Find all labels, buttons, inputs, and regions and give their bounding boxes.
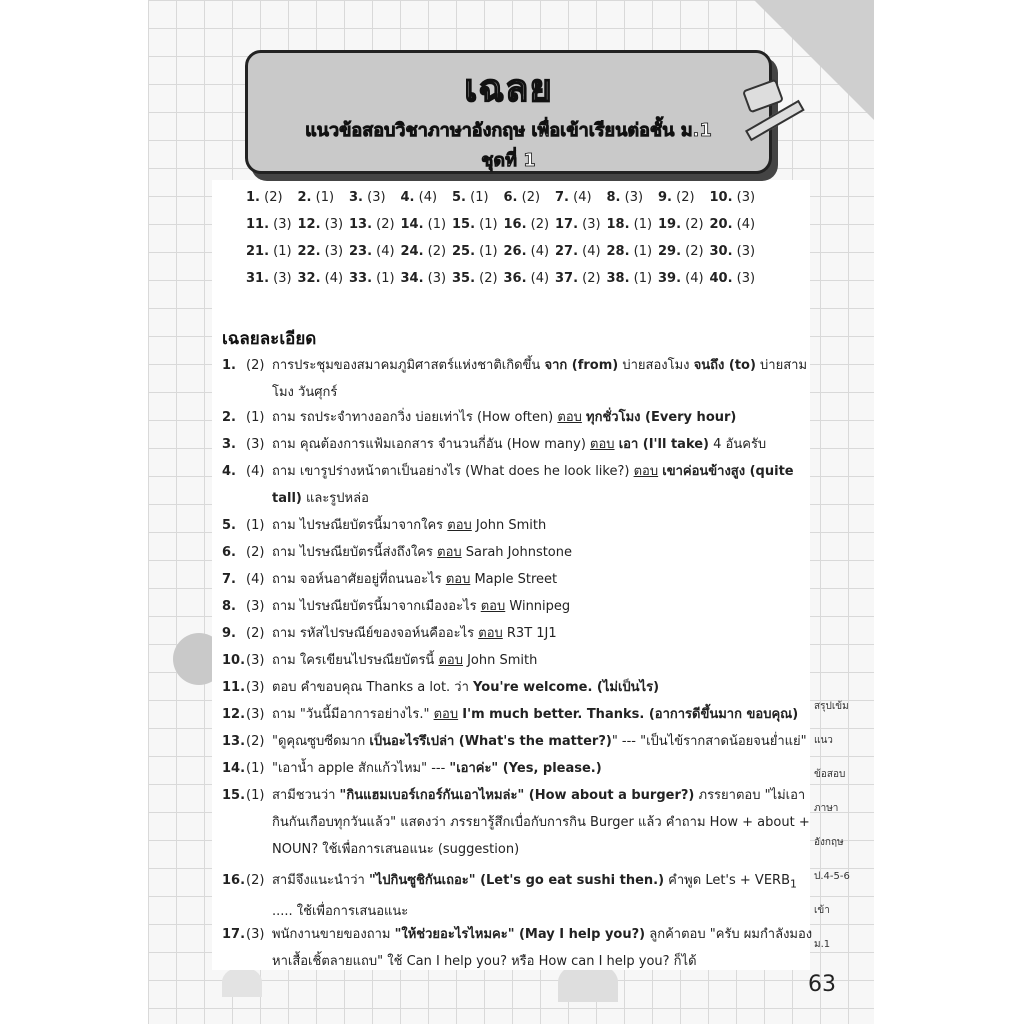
answer-cell xyxy=(607,244,653,259)
detail-text: ถาม เขารูปร่างหน้าตาเป็นอย่างไร (What does he look like?) ตอบ เขาค่อนข้างสูง (quite tall) และรูปหล่อ xyxy=(272,464,794,506)
answer-choice: (1) xyxy=(475,244,498,259)
detail-choice: (1) xyxy=(246,761,265,776)
answer-choice: (2) xyxy=(578,271,601,286)
detail-item xyxy=(222,404,820,431)
answer-cell xyxy=(658,190,695,205)
detail-text: ถาม ใครเขียนไปรษณียบัตรนี้ ตอบ John Smith xyxy=(272,653,538,668)
answer-number: 27. xyxy=(555,244,579,259)
answer-choice: (4) xyxy=(681,271,704,286)
detail-text: พนักงานขายของถาม "ให้ช่วยอะไรไหมคะ" (May I help you?) ลูกค้าตอบ "ครับ ผมกำลังมอง หาเสื้อเชิ้ตลายแถบ" ใช้ Can I help you? หรือ How can I help you? ก็ได้ xyxy=(272,927,813,969)
answer-number: 15. xyxy=(452,217,476,232)
answer-cell xyxy=(452,217,498,232)
detail-text: สามีชวนว่า "กินแฮมเบอร์เกอร์กันเอาไหมล่ะ" (How about a burger?) ภรรยาตอบ "ไม่เอา กินกันเกือบทุกวันแล้ว" แสดงว่า ภรรยารู้สึกเบื่อกับการกิน Burger แล้ว คำถาม How + about + NOUN? ใช้เพื่อการเสนอแนะ (suggestion) xyxy=(272,788,810,857)
detail-choice: (4) xyxy=(246,464,265,479)
answer-cell xyxy=(298,271,344,286)
answer-cell xyxy=(504,244,550,259)
answer-choice: (3) xyxy=(269,217,292,232)
answer-number: 39. xyxy=(658,271,682,286)
detail-choice: (2) xyxy=(246,358,265,373)
detail-number: 14. xyxy=(222,761,246,776)
answer-number: 21. xyxy=(246,244,270,259)
detail-number: 12. xyxy=(222,707,246,722)
answer-number: 9. xyxy=(658,190,672,205)
answer-cell xyxy=(555,244,601,259)
detail-choice: (2) xyxy=(246,626,265,641)
answer-number: 6. xyxy=(503,190,518,205)
answer-number: 12. xyxy=(297,217,321,232)
answer-cell xyxy=(298,217,344,232)
answer-choice: (3) xyxy=(732,244,756,259)
answer-cell xyxy=(246,217,292,232)
answer-cell xyxy=(401,271,447,286)
answer-number: 7. xyxy=(555,190,569,205)
answer-cell xyxy=(504,190,541,205)
detail-text: ถาม รหัสไปรษณีย์ของจอห์นคืออะไร ตอบ R3T 1J1 xyxy=(272,626,557,641)
side-tab xyxy=(814,690,870,962)
answer-cell xyxy=(349,217,395,232)
answer-number: 28. xyxy=(606,244,630,259)
answer-number: 40. xyxy=(709,271,733,286)
answer-choice: (2) xyxy=(526,217,550,232)
side-tab-label: อังกฤษ xyxy=(814,837,844,848)
answer-choice: (1) xyxy=(465,190,489,205)
answer-choice: (3) xyxy=(320,217,344,232)
answer-number: 1. xyxy=(246,190,260,205)
answer-cell xyxy=(710,217,756,232)
detail-text: ตอบ คำขอบคุณ Thanks a lot. ว่า You're welcome. (ไม่เป็นไร) xyxy=(272,680,660,695)
detail-number: 13. xyxy=(222,734,246,749)
answer-choice: (3) xyxy=(269,271,292,286)
detail-text: ถาม รถประจำทางออกวิ่ง บ่อยเท่าไร (How often) ตอบ ทุกชั่วโมง (Every hour) xyxy=(272,410,737,425)
detail-item xyxy=(222,674,820,701)
answer-choice: (2) xyxy=(372,217,395,232)
answer-number: 16. xyxy=(503,217,527,232)
answer-number: 23. xyxy=(349,244,373,259)
answer-choice: (3) xyxy=(732,271,756,286)
answer-number: 29. xyxy=(658,244,682,259)
title-banner xyxy=(245,50,772,174)
detail-choice: (1) xyxy=(246,410,265,425)
detail-number: 4. xyxy=(222,464,236,479)
side-tab-label: ม.1 xyxy=(814,939,831,950)
detail-text: สามีจึงแนะนำว่า "ไปกินซูชิกันเถอะ" (Let's go eat sushi then.) คำพูด $Let's + VERB_1$ ..... ใช้เพื่อการเสนอแนะ xyxy=(272,873,797,919)
answer-number: 19. xyxy=(658,217,682,232)
detail-number: 6. xyxy=(222,545,236,560)
detail-choice: (2) xyxy=(246,873,265,888)
answer-number: 18. xyxy=(606,217,630,232)
answer-choice: (1) xyxy=(269,244,292,259)
detail-item xyxy=(222,512,820,539)
answer-cell xyxy=(710,190,756,205)
answer-choice: (1) xyxy=(629,271,653,286)
answer-cell xyxy=(555,217,601,232)
answer-number: 35. xyxy=(452,271,476,286)
side-tab-label: ภาษา xyxy=(814,803,839,814)
answer-cell xyxy=(452,244,498,259)
page-number: 63 xyxy=(808,972,836,997)
detail-number: 5. xyxy=(222,518,236,533)
answer-choice: (1) xyxy=(475,217,498,232)
detail-text: ถาม ไปรษณียบัตรนี้ส่งถึงใคร ตอบ Sarah Johnstone xyxy=(272,545,573,560)
banner-title: เฉลย xyxy=(464,66,553,110)
detail-item xyxy=(222,539,820,566)
answer-number: 2. xyxy=(297,190,312,205)
detail-text: ถาม จอห์นอาศัยอยู่ที่ถนนอะไร ตอบ Maple Street xyxy=(272,572,558,587)
answer-number: 5. xyxy=(452,190,466,205)
answer-choice: (4) xyxy=(732,217,756,232)
detail-number: 11. xyxy=(222,680,246,695)
answer-cell xyxy=(658,217,704,232)
detail-text: "ดูคุณซูบซีดมาก เป็นอะไรรึเปล่า (What's the matter?)" --- "เป็นไข้รากสาดน้อยจนย่ำแย่" xyxy=(272,734,807,749)
banner-subtitle: แนวข้อสอบวิชาภาษาอังกฤษ เพื่อเข้าเรียนต่อชั้น ม.1 xyxy=(305,120,712,141)
answer-cell xyxy=(710,244,756,259)
detail-item xyxy=(222,352,820,404)
detail-item xyxy=(222,458,820,510)
answer-choice: (1) xyxy=(629,217,653,232)
answer-number: 25. xyxy=(452,244,476,259)
answer-choice: (4) xyxy=(568,190,592,205)
answer-choice: (4) xyxy=(372,244,395,259)
detail-choice: (3) xyxy=(246,599,265,614)
detail-number: 17. xyxy=(222,927,246,942)
answer-choice: (3) xyxy=(620,190,644,205)
side-tab-label: เข้า xyxy=(814,905,830,916)
answer-cell xyxy=(401,190,438,205)
answer-choice: (3) xyxy=(578,217,601,232)
answer-choice: (4) xyxy=(526,271,550,286)
answer-number: 20. xyxy=(709,217,733,232)
answer-cell xyxy=(504,217,550,232)
detail-text: ถาม คุณต้องการแฟ้มเอกสาร จำนวนกี่อัน (How many) ตอบ เอา (I'll take) 4 อันครับ xyxy=(272,437,767,452)
detail-item xyxy=(222,620,820,647)
answer-number: 34. xyxy=(400,271,424,286)
detail-item xyxy=(222,921,820,973)
detail-number: 9. xyxy=(222,626,236,641)
answer-cell xyxy=(607,190,644,205)
side-tab-label: ข้อสอบ xyxy=(814,769,846,780)
answer-choice: (2) xyxy=(517,190,541,205)
answer-choice: (4) xyxy=(320,271,344,286)
detail-choice: (3) xyxy=(246,653,265,668)
answer-cell xyxy=(298,244,344,259)
detail-choice: (4) xyxy=(246,572,265,587)
answer-number: 14. xyxy=(400,217,424,232)
detail-choice: (3) xyxy=(246,437,265,452)
detail-number: 1. xyxy=(222,358,236,373)
answer-number: 30. xyxy=(709,244,733,259)
answer-number: 8. xyxy=(606,190,621,205)
detail-choice: (1) xyxy=(246,788,265,803)
answer-choice: (2) xyxy=(423,244,447,259)
answer-number: 22. xyxy=(297,244,321,259)
answer-cell xyxy=(710,271,756,286)
answer-number: 17. xyxy=(555,217,579,232)
detail-item xyxy=(222,867,820,919)
detail-text: ถาม ไปรษณียบัตรนี้มาจากเมืองอะไร ตอบ Winnipeg xyxy=(272,599,571,614)
answer-cell xyxy=(349,190,386,205)
answer-choice: (3) xyxy=(423,271,447,286)
answer-number: 26. xyxy=(503,244,527,259)
detail-choice: (3) xyxy=(246,680,265,695)
answer-cell xyxy=(555,190,592,205)
answer-choice: (3) xyxy=(732,190,756,205)
detail-text: ถาม ไปรษณียบัตรนี้มาจากใคร ตอบ John Smith xyxy=(272,518,547,533)
detail-choice: (2) xyxy=(246,734,265,749)
detail-number: 15. xyxy=(222,788,246,803)
detail-choice: (1) xyxy=(246,518,265,533)
answer-number: 32. xyxy=(297,271,321,286)
detail-item xyxy=(222,782,820,862)
detail-choice: (2) xyxy=(246,545,265,560)
answer-choice: (1) xyxy=(311,190,335,205)
detail-item xyxy=(222,701,820,728)
detail-number: 8. xyxy=(222,599,236,614)
answer-number: 3. xyxy=(349,190,363,205)
answer-cell xyxy=(607,271,653,286)
answer-cell xyxy=(452,190,489,205)
answer-cell xyxy=(658,271,704,286)
answer-number: 10. xyxy=(709,190,733,205)
detail-item xyxy=(222,566,820,593)
detail-choice: (3) xyxy=(246,707,265,722)
answer-cell xyxy=(349,271,395,286)
side-tab-label: สรุปเข้ม xyxy=(814,701,849,712)
detail-heading: เฉลยละเอียด xyxy=(222,329,317,349)
answer-number: 37. xyxy=(555,271,579,286)
answer-choice: (2) xyxy=(671,190,695,205)
answer-choice: (2) xyxy=(475,271,498,286)
detail-number: 7. xyxy=(222,572,236,587)
detail-text: ถาม "วันนี้มีอาการอย่างไร." ตอบ I'm much better. Thanks. (อาการดีขึ้นมาก ขอบคุณ) xyxy=(272,707,799,722)
answer-choice: (1) xyxy=(372,271,395,286)
answer-choice: (3) xyxy=(320,244,344,259)
answer-number: 11. xyxy=(246,217,270,232)
answer-cell xyxy=(246,244,292,259)
banner-set-label: ชุดที่ 1 xyxy=(481,150,536,171)
answer-cell xyxy=(401,244,447,259)
answer-choice: (2) xyxy=(259,190,283,205)
detail-item xyxy=(222,431,820,458)
detail-number: 3. xyxy=(222,437,236,452)
answer-number: 38. xyxy=(606,271,630,286)
answer-cell xyxy=(452,271,498,286)
side-tab-label: ป.4-5-6 xyxy=(814,871,850,882)
answer-number: 13. xyxy=(349,217,373,232)
detail-number: 2. xyxy=(222,410,236,425)
answer-choice: (1) xyxy=(423,217,447,232)
answer-cell xyxy=(504,271,550,286)
answer-choice: (4) xyxy=(578,244,601,259)
answer-choice: (2) xyxy=(681,217,704,232)
answer-number: 31. xyxy=(246,271,270,286)
answer-cell xyxy=(658,244,704,259)
detail-number: 16. xyxy=(222,873,246,888)
answer-cell xyxy=(607,217,653,232)
answer-cell xyxy=(349,244,395,259)
detail-choice: (3) xyxy=(246,927,265,942)
answer-number: 33. xyxy=(349,271,373,286)
answer-cell xyxy=(555,271,601,286)
detail-text: การประชุมของสมาคมภูมิศาสตร์แห่งชาติเกิดขึ้น จาก (from) บ่ายสองโมง จนถึง (to) บ่ายสามโมง วันศุกร์ xyxy=(272,358,808,400)
answer-choice: (4) xyxy=(414,190,438,205)
answer-choice: (3) xyxy=(362,190,386,205)
answer-choice: (2) xyxy=(681,244,704,259)
detail-text: "เอาน้ำ apple สักแก้วไหม" --- "เอาค่ะ" (Yes, please.) xyxy=(272,761,602,776)
detail-item xyxy=(222,728,820,755)
answer-cell xyxy=(246,190,283,205)
answer-choice: (4) xyxy=(526,244,550,259)
answer-number: 36. xyxy=(503,271,527,286)
detail-item xyxy=(222,647,820,674)
detail-item xyxy=(222,755,820,782)
answer-cell xyxy=(298,190,335,205)
answer-choice: (1) xyxy=(629,244,653,259)
detail-item xyxy=(222,593,820,620)
answer-cell xyxy=(246,271,292,286)
side-tab-label: แนว xyxy=(814,735,833,746)
answer-number: 24. xyxy=(400,244,424,259)
answer-cell xyxy=(401,217,447,232)
detail-number: 10. xyxy=(222,653,246,668)
answer-number: 4. xyxy=(400,190,415,205)
